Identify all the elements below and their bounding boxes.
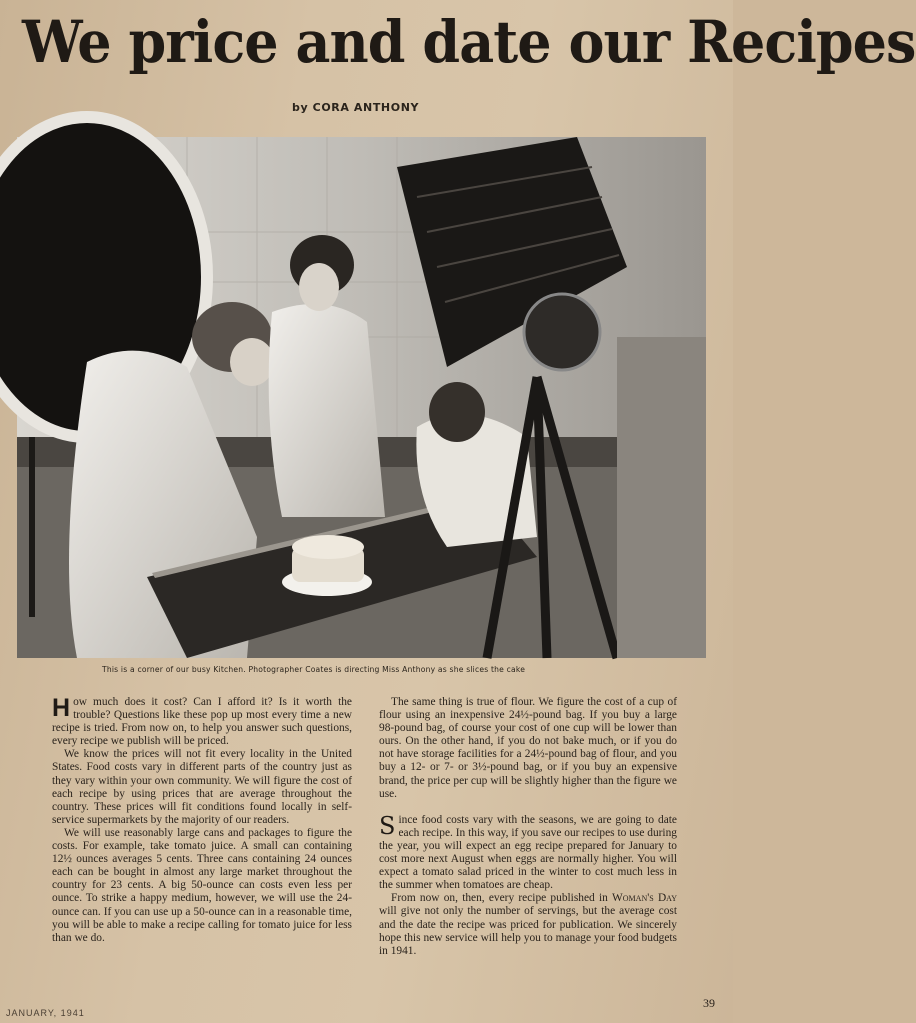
article-column-left — [52, 696, 352, 945]
kitchen-photo — [17, 137, 706, 658]
issue-date: JANUARY, 1941 — [6, 1008, 85, 1018]
headline: We price and date our Recipes — [22, 8, 916, 76]
drop-cap: H — [52, 694, 71, 722]
article-column-right — [379, 696, 677, 958]
paragraph: From now on, then, every recipe published in Woman's Day will give not only the number of servings, but the average cost and the date the recipe was priced for publication. We sincerely hope this new service will help you to manage your food budgets in 1941. — [379, 892, 677, 957]
paragraph: We know the prices will not fit every locality in the United States. Food costs vary in different parts of the country just as they vary within your own community. We will figure the cost of each recipe by using prices that are average throughout the country. These prices will fit conditions found locally in self-service supermarkets by the majority of our readers. — [52, 748, 352, 826]
magazine-name: Woman's Day — [612, 892, 677, 905]
paragraph: Since food costs vary with the seasons, we are going to date each recipe. In this way, if you save our recipes to use during the year, you will expect an egg recipe prepared for January to cost more next August when eggs are normally higher. You will expect a tomato salad priced in the winter to cost much less in the summer when tomatoes are cheap. — [379, 811, 677, 892]
paragraph: How much does it cost? Can I afford it? Is it worth the trouble? Questions like these pop up most every time a new recipe is tried. From now on, to help you answer such questions, every recipe we publish will be priced. — [52, 694, 352, 748]
paragraph: The same thing is true of flour. We figure the cost of a cup of flour using an inexpensive 24½-pound bag. If you buy a large 98-pound bag, of course your cost of one cup will be lower than ours. On the other hand, if you do not bake much, or if you do not have storage facilities for a 24½-pound bag of flour, and you buy a 12- or 7- or 3½-pound bag, or if you buy an expensive brand, the price per cup will be slightly higher than the figure we use. — [379, 696, 677, 800]
photo-caption: This is a corner of our busy Kitchen. Photographer Coates is directing Miss Anthony as she slices the cake — [102, 665, 526, 674]
byline: by CORA ANTHONY — [292, 101, 420, 114]
paragraph: We will use reasonably large cans and packages to figure the costs. For example, take tomato juice. A small can containing 12½ ounces averages 5 cents. Three cans containing 24 ounces each can be bought in almost any large market throughout the country for 23 cents. A big 50-ounce can costs even less per ounce. To strike a happy medium, however, we will use the 24-ounce can. If you can use up a 50-ounce can in a reasonable time, you will be able to make a recipe calling for tomato juice for less than we do. — [52, 826, 352, 944]
drop-cap: S — [379, 811, 396, 840]
page-number: 39 — [703, 996, 715, 1010]
